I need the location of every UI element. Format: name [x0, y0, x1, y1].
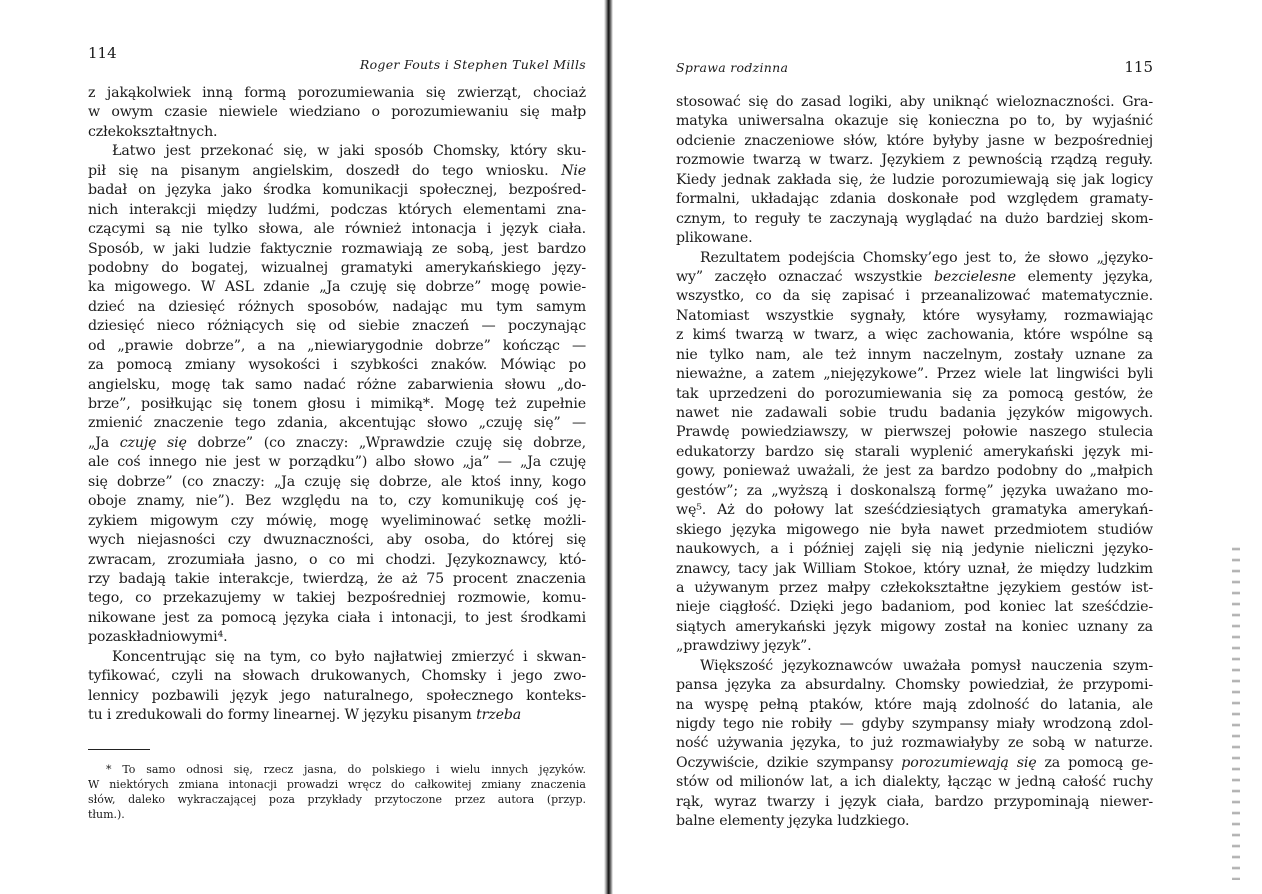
text-line: tyfikować, czyli na słowach drukowanych, Chomsky i jego zwo-: [88, 668, 586, 685]
text-line: nieważne, a zatem „niejęzykowe”. Przez wiele lat lingwiści byli: [676, 366, 1153, 383]
text-line: nieje ciągłość. Dzięki jego badaniom, pod koniec lat sześćdzie-: [676, 599, 1153, 616]
text-segment: tu i zredukowali do formy linearnej. W języku pisanym: [88, 707, 477, 723]
text-line: cznym, to reguły te zaczynają wyglądać na dużo bardziej skom-: [676, 210, 1153, 227]
text-line: Sposób, w jaki ludzie faktycznie rozmawiają ze sobą, jest bardzo: [88, 240, 586, 257]
text-line: balne elementy języka ludzkiego.: [676, 813, 910, 830]
text-line: zykiem migowym czy mówię, mogę wyeliminować setkę możli-: [88, 512, 586, 529]
text-line: podobny do bogatej, wizualnej gramatyki amerykańskiego języ-: [88, 259, 586, 276]
footnote-line: słów, daleko wykraczającej poza przykłady przytoczone przez autora (przyp.: [88, 793, 586, 806]
text-segment: dobrze” (co znaczy: „Wprawdzie czuję się dobrze,: [186, 434, 586, 451]
text-line: tak uprzedzeni do porozumiewania się za pomocą gestów, że: [676, 385, 1153, 402]
text-line: rozmowie twarzą w twarz. Językiem z pewnością rządzą reguły.: [676, 152, 1153, 169]
footnote-line: tłum.).: [88, 808, 125, 821]
text-line: pansa języka za absurdalny. Chomsky powiedział, że przypomi-: [676, 677, 1153, 694]
text-line: matyka uniwersalna okazuje się konieczna po to, by wyjaśnić: [676, 113, 1153, 130]
text-line: nikowane jest za pomocą języka ciała i intonacji, to jest środkami: [88, 609, 586, 626]
footnote-line: W niektórych zmiana intonacji prowadzi wręcz do całkowitej zmiany znaczenia: [88, 778, 586, 791]
text-line: Rezultatem podejścia Chomsky’ego jest to, że słowo „języko-: [700, 249, 1153, 266]
page-number: 114: [88, 44, 117, 62]
text-line: Większość językoznawców uważała pomysł nauczenia szym-: [700, 657, 1153, 674]
text-line: nich interakcji między ludźmi, podczas których elementami zna-: [88, 201, 586, 218]
book-gutter: [604, 0, 613, 894]
text-line: „prawdziwy język”.: [676, 638, 812, 655]
text-line: oboje znamy, nie”). Bez względu na to, czy komunikuję coś ję-: [88, 493, 586, 510]
body-text: [676, 93, 1153, 832]
running-head: Sprawa rodzinna: [676, 60, 789, 75]
text-line: lennicy pozbawili język jego naturalnego, społecznego konteks-: [88, 687, 586, 704]
text-segment: elementy języka,: [1015, 268, 1153, 285]
text-line: skiego języka migowego nie była nawet przedmiotem studiów: [676, 521, 1153, 538]
text-line: wę⁵. Aż do połowy lat sześćdziesiątych gramatyka amerykań-: [676, 502, 1153, 519]
text-line: brze”, posiłkując się tonem głosu i mimiką*. Mogę też zupełnie: [88, 396, 586, 412]
italic-text: porozumiewają się: [901, 754, 1037, 771]
text-line: zmienić znaczenie tego zdania, akcentując słowo „czuję się” —: [88, 415, 586, 432]
text-line: pozaskładniowymi⁴.: [88, 629, 228, 646]
text-segment: Oczywiście, dzikie szympansy: [676, 754, 902, 771]
text-line: Natomiast wszystkie sygnały, które wysyłamy, rozmawiając: [676, 307, 1153, 324]
text-line: ność używania języka, to już rozmawiałyby ze sobą w naturze.: [676, 735, 1153, 752]
text-line: rzy badają takie interakcje, twierdzą, że aż 75 procent znaczenia: [88, 570, 586, 587]
text-line: rąk, wyraz twarzy i język ciała, bardzo przypominają niewer-: [676, 793, 1153, 810]
text-line: człekokształtnych.: [88, 123, 218, 140]
text-line: gestów”; za „wyższą i doskonalszą formę” języka uważano mo-: [676, 482, 1153, 499]
italic-text: Nie: [561, 162, 586, 179]
text-line: od „prawie dobrze”, a na „niewiarygodnie dobrze” kończąc —: [88, 337, 586, 354]
left-page: [88, 0, 586, 894]
text-line: dziesięć nieco różniących się od siebie znaczeń — poczynając: [88, 318, 586, 335]
italic-text: trzeba: [476, 707, 522, 723]
text-line: zwracam, zrozumiała jasno, o co mi chodzi. Językoznawcy, któ-: [88, 551, 586, 568]
footnote-rule: [88, 749, 150, 750]
italic-text: czuję się: [119, 434, 187, 451]
text-line: edukatorzy bardzo się starali wyplenić amerykański język mi-: [676, 443, 1153, 460]
text-line: znawcy, tacy jak William Stokoe, który uznał, że między ludzkim: [676, 560, 1153, 577]
text-segment: wy” zaczęło oznaczać wszystkie: [676, 268, 934, 285]
text-line: nigdy tego nie robiły — gdyby szympansy miały wrodzoną zdol-: [676, 716, 1153, 732]
text-line: Łatwo jest przekonać się, w jaki sposób Chomsky, który sku-: [112, 143, 586, 160]
text-line: [88, 434, 586, 453]
text-line: się dobrze” (co znaczy: „Ja czuję się dobrze, ale ktoś inny, kogo: [88, 473, 586, 490]
text-line: czącymi są nie tylko słowa, ale również intonacja i język ciała.: [88, 221, 586, 238]
text-line: wych niejasności czy dwuznaczności, aby osoba, do której się: [88, 532, 586, 549]
text-segment: pił się na pisanym angielskim, doszedł do tego wniosku.: [88, 162, 562, 179]
text-line: tego, co przekazujemy w takiej bezpośredniej rozmowie, komu-: [88, 590, 586, 607]
text-line: odcienie znaczeniowe słów, które byłyby jasne w bezpośredniej: [676, 132, 1153, 149]
text-line: za pomocą zmiany wysokości i szybkości znaków. Mówiąc po: [88, 357, 586, 374]
text-line: na wyspę pełną ptaków, które mają zdolność do latania, ale: [676, 696, 1153, 713]
text-line: Kiedy jednak zakłada się, że ludzie porozumiewają się jak logicy: [676, 171, 1153, 188]
text-line: stosować się do zasad logiki, aby uniknąć wieloznaczności. Gra-: [676, 94, 1153, 110]
text-line: ka migowego. W ASL zdanie „Ja czuję się dobrze” mogę powie-: [88, 279, 586, 296]
text-line: badał on języka jako środka komunikacji społecznej, bezpośred-: [88, 182, 586, 199]
text-segment: za pomocą ge-: [1036, 754, 1153, 771]
text-line: Koncentrując się na tym, co było najłatwiej zmierzyć i skwan-: [112, 648, 586, 665]
text-line: gowy, ponieważ uważali, że jest za bardzo podobny do „małpich: [676, 463, 1153, 480]
page-edge: [1232, 540, 1240, 880]
text-segment: „Ja: [88, 434, 120, 451]
text-line: w owym czasie niewiele wiedziano o porozumiewaniu się małp: [88, 104, 586, 121]
page-number: 115: [1124, 58, 1153, 76]
text-line: dzieć na dziesięć różnych sposobów, nadając mu tym samym: [88, 298, 586, 315]
text-line: stów od milionów lat, a ich dialekty, łącząc w jedną całość ruchy: [676, 774, 1153, 791]
text-line: [676, 754, 1153, 773]
text-line: ale coś innego nie jest w porządku”) albo słowo „ja” — „Ja czuję: [88, 454, 586, 471]
text-line: [88, 162, 586, 181]
text-line: Prawdę powiedziawszy, w pierwszej połowie naszego stulecia: [676, 424, 1153, 441]
text-line: z kimś twarzą w twarz, a więc zachowania, które wspólne są: [676, 327, 1153, 344]
text-line: [88, 706, 586, 725]
footnote: [88, 762, 586, 822]
italic-text: bezcielesne: [933, 268, 1016, 285]
text-line: nie tylko nam, ale też innym naczelnym, zostały uznane za: [676, 346, 1153, 363]
body-text: [88, 84, 586, 725]
text-line: nawet nie zadawali sobie trudu badania języków migowych.: [676, 405, 1153, 421]
text-line: plikowane.: [676, 230, 753, 247]
text-line: formalni, układając zdania doskonałe pod względem gramaty-: [676, 191, 1153, 208]
text-line: angielsku, mogę tak samo nadać różne zabarwienia słowu „do-: [88, 376, 586, 393]
footnote-line: * To samo odnosi się, rzecz jasna, do polskiego i wielu innych języków.: [106, 763, 586, 776]
text-line: siątych amerykański język migowy został na koniec uznany za: [676, 618, 1153, 635]
text-line: z jakąkolwiek inną formą porozumiewania się zwierząt, chociaż: [88, 85, 586, 101]
running-head: Roger Fouts i Stephen Tukel Mills: [359, 57, 586, 72]
right-page: [676, 0, 1153, 894]
text-line: naukowych, a i później zajęli się nią jedynie nieliczni językо-: [676, 541, 1153, 558]
text-line: [676, 268, 1153, 287]
text-line: wszystko, co da się zapisać i przeanalizować matematycznie.: [676, 288, 1153, 305]
text-line: a używanym przez małpy człekokształtne językiem gestów ist-: [676, 579, 1153, 596]
